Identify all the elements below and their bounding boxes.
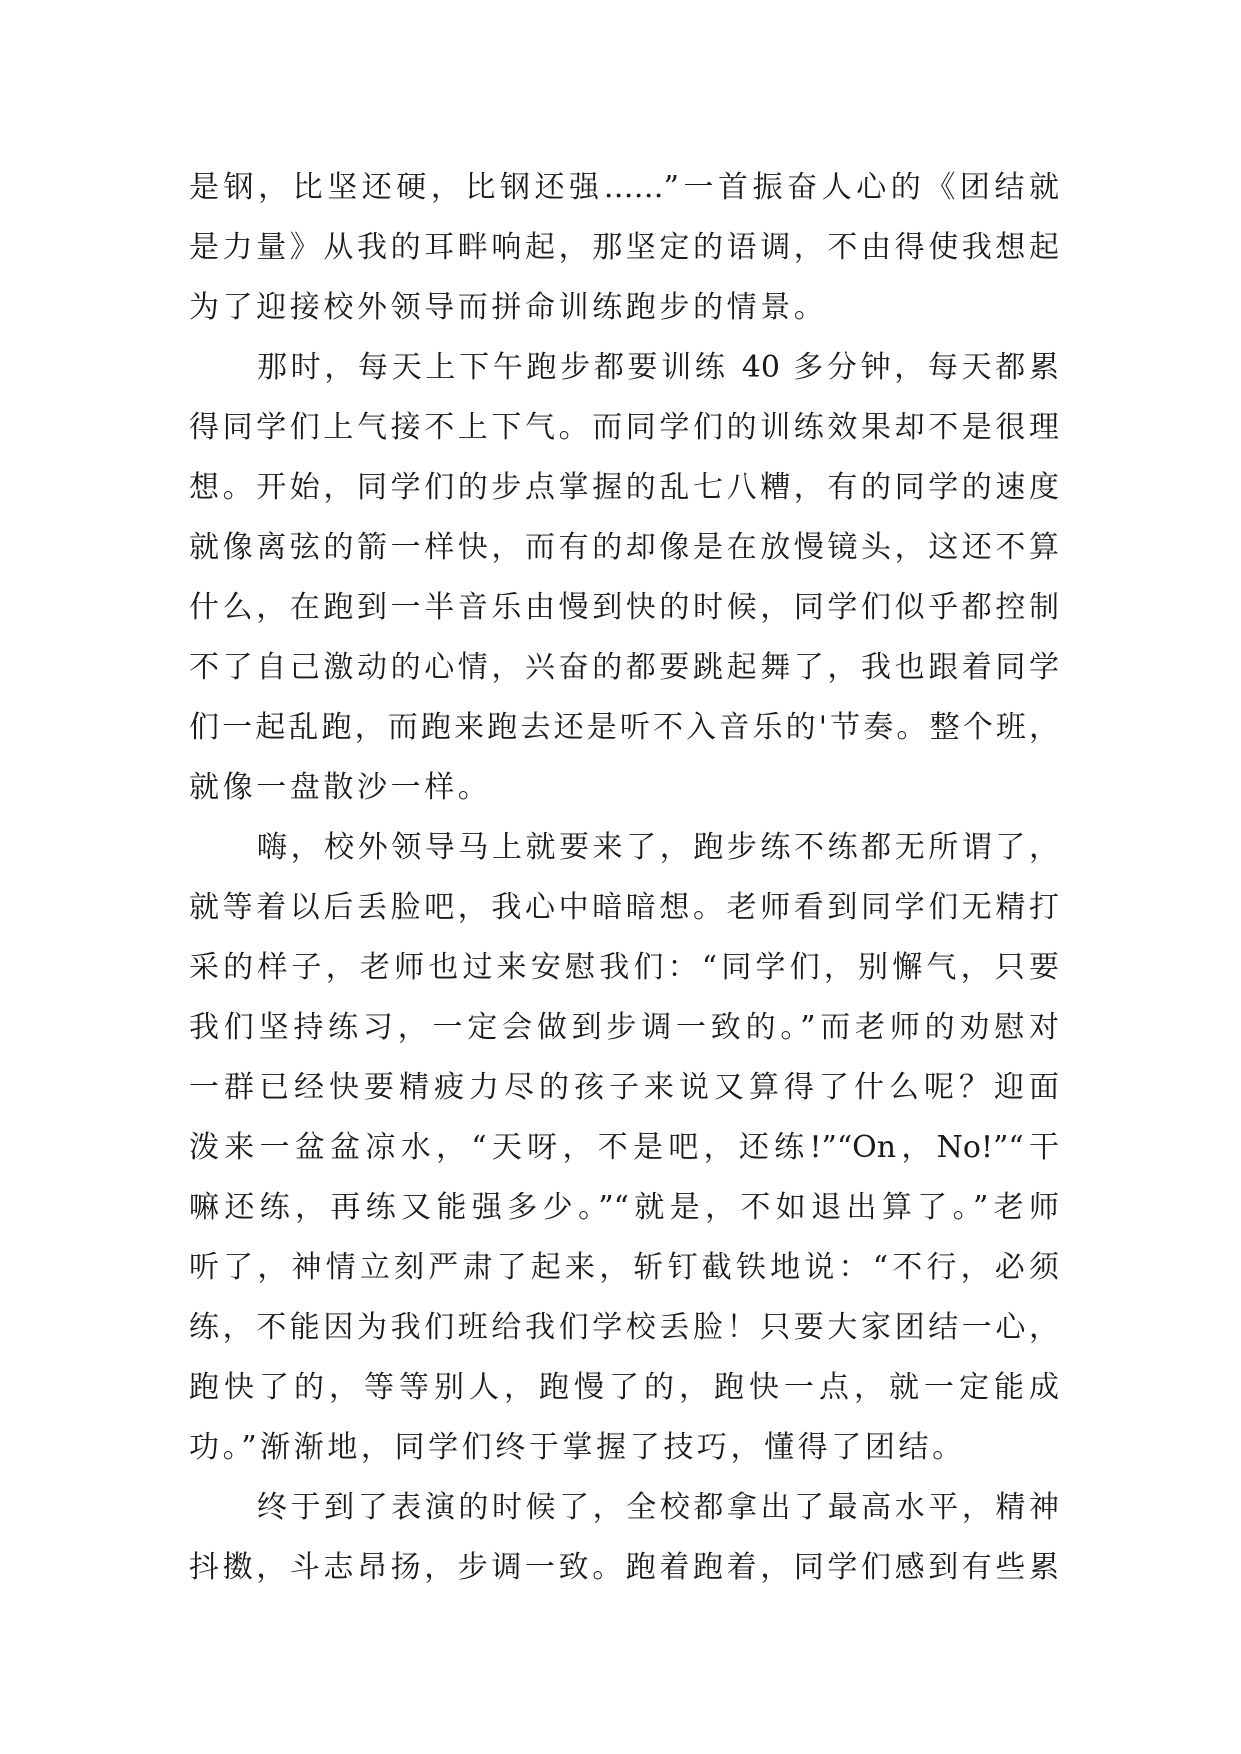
text-line: 一群已经快要精疲力尽的孩子来说又算得了什么呢？迎面 <box>189 1070 1059 1105</box>
text-line: 就像一盘散沙一样。 <box>189 770 492 805</box>
text-line: 嗨，校外领导马上就要来了，跑步练不练都无所谓了， <box>257 830 1059 865</box>
text-line: 练，不能因为我们班给我们学校丢脸！只要大家团结一心， <box>189 1310 1059 1345</box>
text-line: 我们坚持练习，一定会做到步调一致的。”而老师的劝慰对 <box>189 1010 1059 1045</box>
text-line: 为了迎接校外领导而拼命训练跑步的情景。 <box>189 290 828 325</box>
text-line: 是力量》从我的耳畔响起，那坚定的语调，不由得使我想起 <box>189 230 1059 265</box>
text-line: 想。开始，同学们的步点掌握的乱七八糟，有的同学的速度 <box>189 470 1059 505</box>
text-line: 就像离弦的箭一样快，而有的却像是在放慢镜头，这还不算 <box>189 530 1059 565</box>
text-line: 泼来一盆盆凉水，“天呀，不是吧，还练!”“On，No!”“干 <box>189 1130 1059 1165</box>
text-line: 得同学们上气接不上下气。而同学们的训练效果却不是很理 <box>189 410 1059 445</box>
text-line: 听了，神情立刻严肃了起来，斩钉截铁地说：“不行，必须 <box>189 1250 1059 1285</box>
text-line: 就等着以后丢脸吧，我心中暗暗想。老师看到同学们无精打 <box>189 890 1059 925</box>
text-line: 采的样子，老师也过来安慰我们：“同学们，别懈气，只要 <box>189 950 1059 985</box>
text-line: 那时，每天上下午跑步都要训练 40 多分钟，每天都累 <box>257 350 1059 385</box>
text-line: 终于到了表演的时候了，全校都拿出了最高水平，精神 <box>257 1490 1059 1525</box>
text-line: 功。”渐渐地，同学们终于掌握了技巧，懂得了团结。 <box>189 1430 966 1465</box>
text-line: 跑快了的，等等别人，跑慢了的，跑快一点，就一定能成 <box>189 1370 1059 1405</box>
text-line: 不了自己激动的心情，兴奋的都要跳起舞了，我也跟着同学 <box>189 650 1059 685</box>
text-line: 什么，在跑到一半音乐由慢到快的时候，同学们似乎都控制 <box>189 590 1059 625</box>
text-line: 抖擞，斗志昂扬，步调一致。跑着跑着，同学们感到有些累 <box>189 1550 1059 1585</box>
text-line: 嘛还练，再练又能强多少。”“就是，不如退出算了。”老师 <box>189 1190 1059 1225</box>
text-line: 们一起乱跑，而跑来跑去还是听不入音乐的'节奏。整个班， <box>189 710 1059 745</box>
essay-body <box>189 158 1059 1598</box>
text-line: 是钢，比坚还硬，比钢还强……”一首振奋人心的《团结就 <box>189 170 1059 205</box>
